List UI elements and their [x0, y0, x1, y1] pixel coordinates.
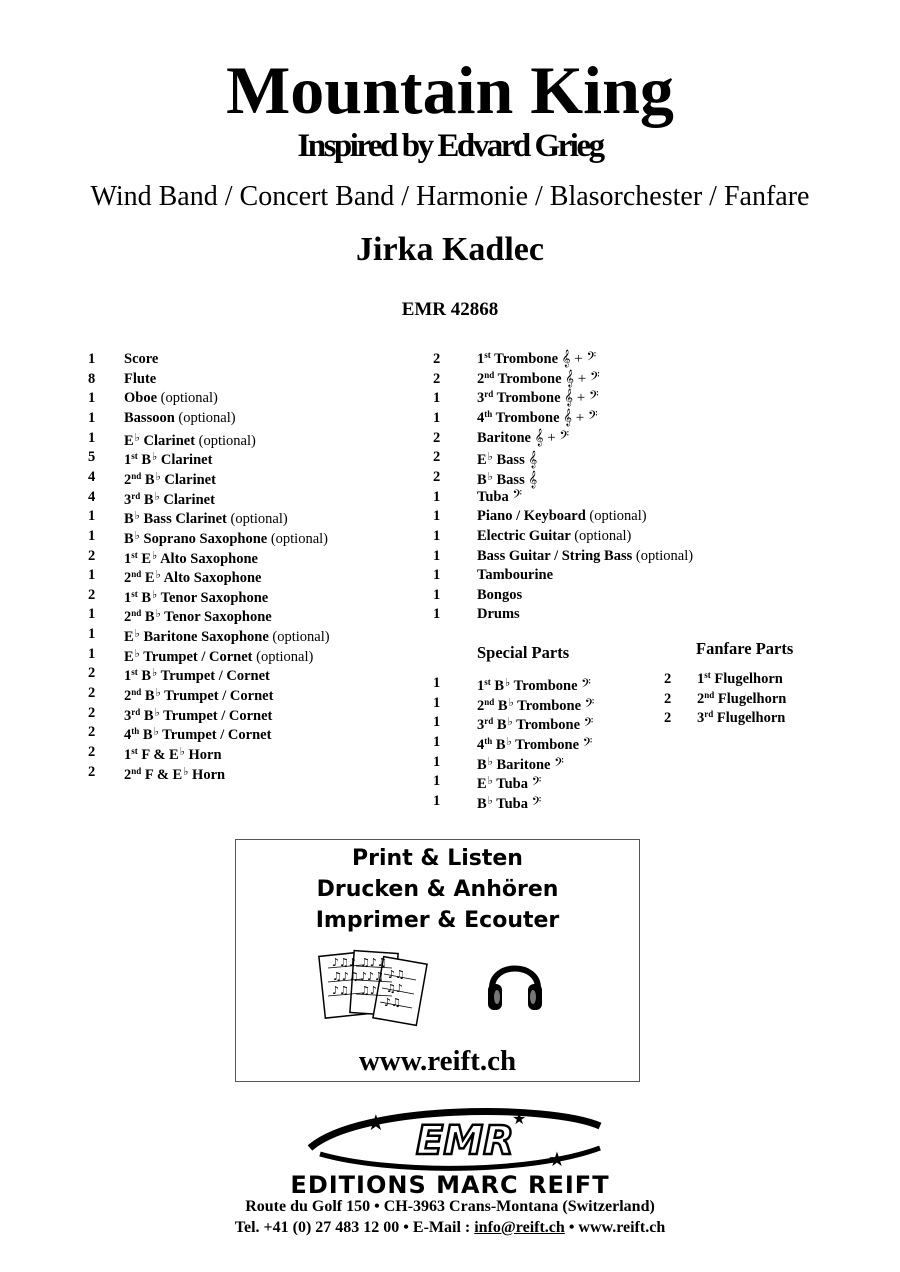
part-name: 2nd Flugelhorn	[697, 689, 787, 707]
part-name: B♭ Baritone 𝄢	[477, 755, 564, 773]
emr-logo	[300, 1108, 630, 1172]
part-name: 3rd B♭ Trombone 𝄢	[477, 716, 594, 734]
part-quantity: 1	[88, 508, 96, 525]
part-name: Bass Guitar / String Bass (optional)	[477, 547, 694, 564]
part-quantity: 2	[88, 744, 96, 760]
part-quantity: 2	[88, 724, 96, 741]
email-link[interactable]: info@reift.ch	[474, 1219, 565, 1236]
part-quantity: 4	[88, 468, 96, 485]
part-name: E♭ Bass 𝄞	[477, 451, 538, 469]
part-quantity: 1	[433, 694, 441, 711]
part-quantity: 1	[433, 567, 441, 584]
part-quantity: 1	[433, 547, 441, 564]
promo-line-3: Imprimer & Ecouter	[315, 908, 560, 933]
publisher-address: Route du Golf 150 • CH-3963 Crans-Montana (Switzerland)	[245, 1198, 655, 1215]
part-name: 4th B♭ Trombone 𝄢	[477, 735, 593, 753]
part-quantity: 2	[664, 690, 672, 707]
composer: Jirka Kadlec	[356, 231, 544, 268]
part-name: 3rd Trombone 𝄞 + 𝄢	[477, 389, 599, 407]
part-quantity: 1	[433, 390, 441, 407]
part-name: Score	[124, 351, 159, 367]
part-quantity: 1	[433, 508, 441, 525]
part-quantity: 2	[88, 665, 96, 682]
svg-text:★: ★	[512, 1109, 527, 1128]
part-name: 1st B♭ Tenor Saxophone	[124, 588, 269, 606]
sheet-music-icon	[318, 948, 430, 1030]
part-name: 1st B♭ Trumpet / Cornet	[124, 667, 270, 685]
part-name: E♭ Clarinet (optional)	[124, 431, 256, 449]
part-quantity: 2	[433, 468, 441, 485]
part-name: B♭ Bass Clarinet (optional)	[124, 510, 288, 528]
part-quantity: 1	[88, 527, 96, 544]
svg-text:♫♪: ♫♪	[386, 982, 403, 995]
part-name: 3rd B♭ Clarinet	[124, 490, 215, 508]
part-name: Baritone 𝄞 + 𝄢	[477, 429, 570, 446]
part-quantity: 1	[88, 351, 96, 367]
part-name: Piano / Keyboard (optional)	[477, 508, 647, 525]
part-quantity: 1	[88, 626, 96, 643]
part-name: 2nd B♭ Tenor Saxophone	[124, 608, 272, 626]
part-name: E♭ Baritone Saxophone (optional)	[124, 628, 330, 646]
part-quantity: 2	[88, 763, 96, 780]
promo-line-1: Print & Listen	[352, 846, 523, 871]
part-name: Oboe (optional)	[124, 390, 218, 407]
part-quantity: 2	[88, 547, 96, 564]
part-name: Flute	[124, 370, 157, 387]
part-name: B♭ Tuba 𝄢	[477, 794, 542, 812]
part-quantity: 1	[433, 606, 441, 623]
part-name: 3rd Flugelhorn	[697, 709, 786, 727]
part-quantity: 2	[433, 370, 441, 387]
svg-text:♪♫: ♪♫	[384, 996, 401, 1009]
part-name: 4th Trombone 𝄞 + 𝄢	[477, 408, 598, 426]
part-quantity: 2	[88, 586, 96, 603]
part-name: 2nd E♭ Alto Saxophone	[124, 569, 262, 587]
part-quantity: 2	[88, 685, 96, 702]
part-quantity: 1	[433, 733, 441, 750]
part-quantity: 1	[88, 645, 96, 662]
part-name: 1st B♭ Clarinet	[124, 451, 213, 469]
publisher-name: EDITIONS MARC REIFT	[290, 1171, 610, 1199]
part-quantity: 1	[433, 409, 441, 426]
part-name: B♭ Soprano Saxophone (optional)	[124, 529, 329, 547]
part-name: 1st Trombone 𝄞 + 𝄢	[477, 350, 597, 367]
part-quantity: 1	[88, 409, 96, 426]
print-listen-box	[235, 839, 640, 1082]
part-name: 2nd B♭ Clarinet	[124, 470, 216, 488]
part-quantity: 1	[433, 586, 441, 603]
part-quantity: 1	[433, 773, 441, 790]
promo-line-2: Drucken & Anhören	[316, 877, 559, 902]
part-name: 4th B♭ Trumpet / Cornet	[124, 726, 272, 744]
part-quantity: 1	[433, 527, 441, 544]
part-name: E♭ Trumpet / Cornet (optional)	[124, 647, 314, 665]
part-quantity: 1	[88, 429, 96, 446]
part-name: Bassoon (optional)	[124, 409, 236, 426]
part-name: Drums	[477, 606, 520, 623]
part-name: 3rd B♭ Trumpet / Cornet	[124, 706, 273, 724]
svg-text:♪♫: ♪♫	[332, 984, 349, 997]
part-quantity: 5	[88, 449, 96, 466]
svg-text:♪♪♫: ♪♪♫	[360, 970, 384, 983]
part-quantity: 1	[433, 675, 441, 691]
part-name: Tuba 𝄢	[477, 488, 522, 505]
logo-text: EMR	[416, 1118, 514, 1164]
part-quantity: 4	[88, 488, 96, 505]
part-name: 2nd B♭ Trumpet / Cornet	[124, 687, 274, 705]
part-name: B♭ Bass 𝄞	[477, 470, 538, 488]
subtitle: Inspired by Edvard Grieg	[297, 128, 603, 164]
part-name: 1st Flugelhorn	[697, 670, 783, 687]
part-name: 1st B♭ Trombone 𝄢	[477, 677, 591, 694]
svg-text:♪♫♪: ♪♫♪	[332, 956, 356, 969]
part-quantity: 2	[433, 429, 441, 446]
part-name: Electric Guitar (optional)	[477, 527, 632, 544]
part-name: E♭ Tuba 𝄢	[477, 775, 542, 793]
part-quantity: 2	[664, 710, 672, 727]
ensemble-line: Wind Band / Concert Band / Harmonie / Blasorchester / Fanfare	[90, 181, 810, 212]
part-name: Tambourine	[477, 567, 554, 584]
part-quantity: 1	[433, 753, 441, 770]
part-name: Bongos	[477, 586, 523, 603]
headphones-icon	[484, 948, 546, 1016]
part-quantity: 2	[433, 449, 441, 466]
svg-text:♫♪♫: ♫♪♫	[360, 956, 387, 969]
part-name: 2nd B♭ Trombone 𝄢	[477, 696, 595, 714]
svg-text:★: ★	[548, 1147, 566, 1171]
svg-text:♫♪♫: ♫♪♫	[332, 970, 359, 983]
svg-text:♫♪: ♫♪	[360, 984, 377, 997]
part-name: 2nd Trombone 𝄞 + 𝄢	[477, 369, 600, 387]
part-quantity: 1	[433, 714, 441, 731]
website-link[interactable]: www.reift.ch	[358, 1045, 517, 1077]
part-quantity: 1	[88, 390, 96, 407]
part-quantity: 2	[664, 671, 672, 687]
part-quantity: 1	[88, 567, 96, 584]
part-name: 2nd F & E♭ Horn	[124, 765, 226, 783]
part-name: 1st F & E♭ Horn	[124, 746, 222, 763]
page-title: Mountain King	[226, 52, 674, 128]
contact-line: Tel. +41 (0) 27 483 12 00 • E-Mail : info@reift.ch • www.reift.ch	[234, 1219, 666, 1236]
part-quantity: 2	[433, 351, 441, 367]
svg-text:♪♫: ♪♫	[388, 968, 405, 981]
part-quantity: 1	[88, 606, 96, 623]
part-quantity: 2	[88, 704, 96, 721]
part-quantity: 1	[433, 792, 441, 809]
catalog-number: EMR 42868	[401, 299, 499, 320]
part-name: 1st E♭ Alto Saxophone	[124, 549, 258, 567]
svg-text:★: ★	[366, 1111, 386, 1136]
part-quantity: 1	[433, 488, 441, 505]
part-quantity: 8	[88, 370, 96, 387]
